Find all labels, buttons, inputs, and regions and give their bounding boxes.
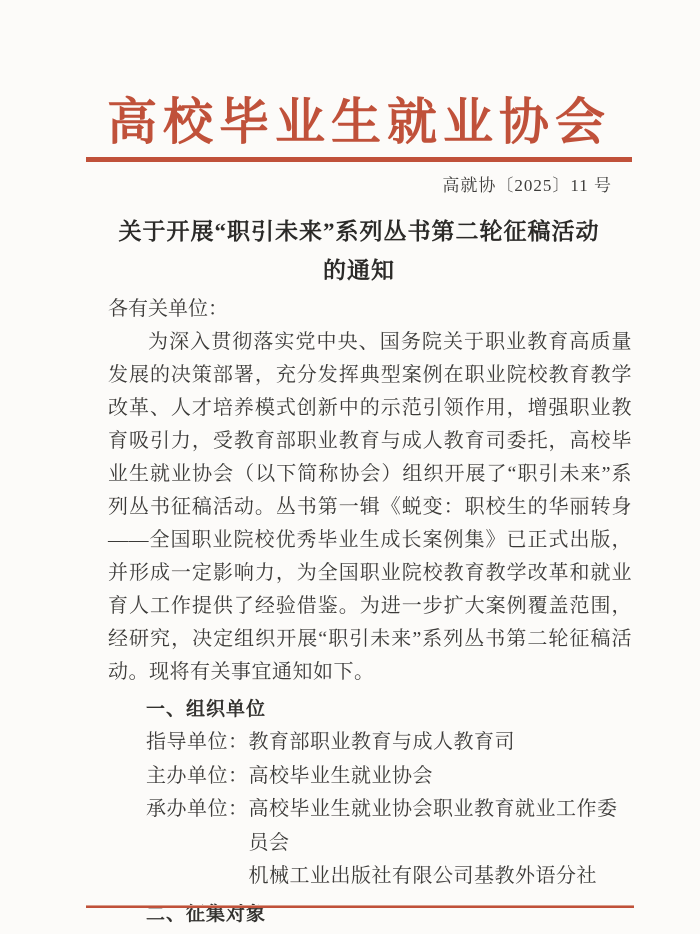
section-heading-organizers: 一、组织单位 bbox=[146, 699, 267, 720]
notice-title-line-2: 的通知 bbox=[323, 258, 395, 283]
notice-title bbox=[86, 212, 632, 290]
organizer-label-guidance: 指导单位： bbox=[146, 731, 249, 753]
masthead-title: 高校毕业生就业协会 bbox=[107, 94, 611, 150]
organizer-value: 高校毕业生就业协会 bbox=[248, 764, 433, 787]
document-number: 高就协〔2025〕11 号 bbox=[442, 176, 612, 195]
notice-title-line-1: 关于开展“职引未来”系列丛书第二轮征稿活动 bbox=[118, 219, 600, 244]
intro-paragraph: 为深入贯彻落实党中央、国务院关于职业教育高质量发展的决策部署，充分发挥典型案例在职业院校教育教学改革、人才培养模式创新中的示范引领作用，增强职业教育吸引力，受教育部职业教育与成人教育司委托，高校毕业生就业协会（以下简称协会）组织开展了“职引未来”系列丛书征稿活动。丛书第一辑《蜕变：职校生的华丽转身——全国职业院校优秀毕业生成长案例集》已正式出版，并形成一定影响力，为全国职业院校教育教学改革和就业育人工作提供了经验借鉴。为进一步扩大案例覆盖范围，经研究，决定组织开展“职引未来”系列丛书第二轮征稿活动。现将有关事宜通知如下。 bbox=[108, 331, 632, 683]
organizer-value: 高校毕业生就业协会职业教育就业工作委员会 bbox=[248, 798, 618, 854]
organizer-list bbox=[146, 726, 632, 894]
footer-rule bbox=[86, 905, 634, 908]
organizer-row-host bbox=[146, 760, 632, 794]
organizer-row-guidance bbox=[146, 726, 632, 760]
header-rule bbox=[86, 157, 632, 162]
organizer-row-undertaker bbox=[146, 793, 632, 894]
organizer-value: 教育部职业教育与成人教育司 bbox=[248, 731, 515, 753]
section-heading-collection-targets: 二、征集对象 bbox=[146, 903, 267, 925]
organizer-values-guidance bbox=[249, 726, 633, 760]
organizer-label-host: 主办单位： bbox=[146, 764, 249, 787]
organizer-values-undertaker bbox=[249, 793, 633, 894]
salutation: 各有关单位： bbox=[108, 298, 228, 320]
organizer-values-host bbox=[249, 760, 633, 794]
organizer-label-undertaker: 承办单位： bbox=[146, 798, 249, 820]
organizer-value: 机械工业出版社有限公司基教外语分社 bbox=[248, 865, 597, 887]
